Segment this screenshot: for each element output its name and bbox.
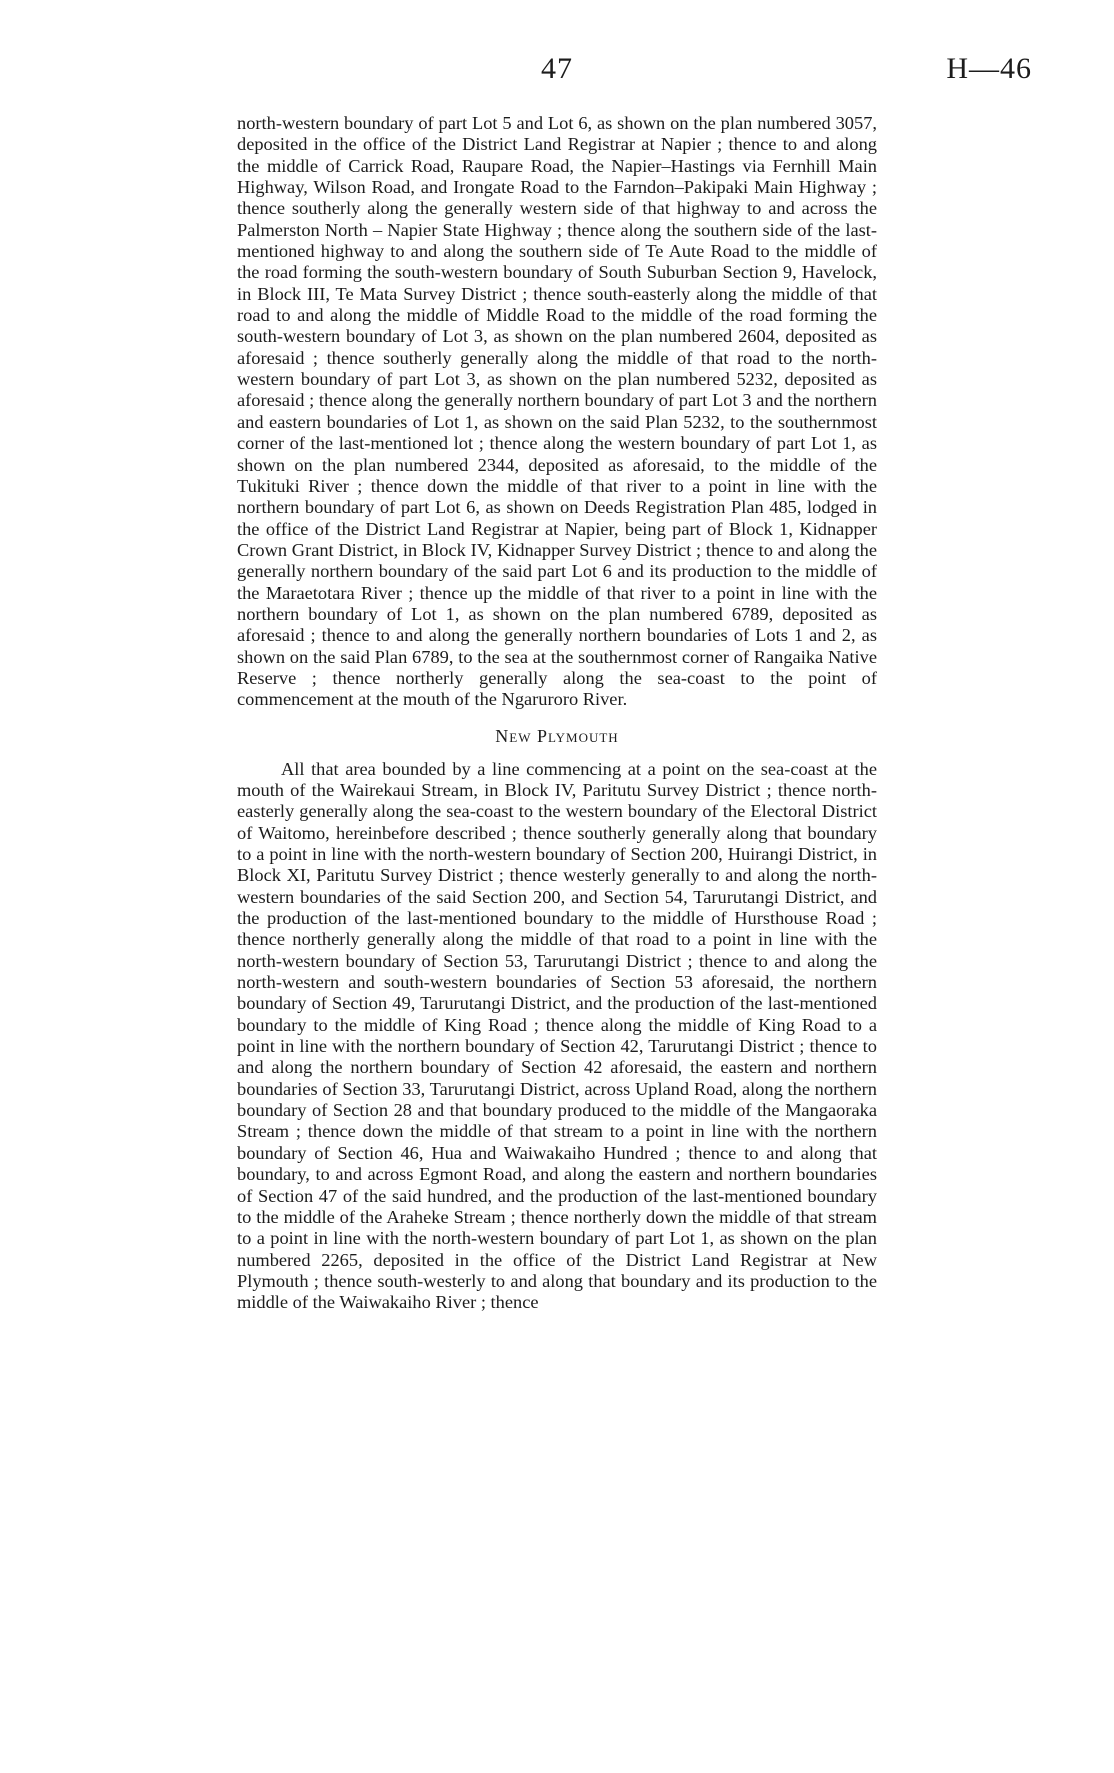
page-number: 47	[541, 52, 573, 85]
section-heading: New Plymouth	[495, 725, 619, 746]
section-paragraph: All that area bounded by a line commencing at a point on the sea-coast at the mouth of the Wairekaui Stream, in Block IV, Paritutu Survey District ; thence north-easterly generally along the sea-coast to the western boundary of the Electoral District of Waitomo, hereinbefore described ; thence southerly generally along that boundary to a point in line with the north-western boundary of Section 200, Huirangi District, in Block XI, Paritutu Survey District ; thence westerly generally to and along the north-western boundaries of the said Section 200, and Section 54, Tarurutangi District, and the production of the last-mentioned boundary to the middle of Hursthouse Road ; thence northerly generally along the middle of that road to a point in line with the north-western boundary of Section 53, Tarurutangi District ; thence to and along the north-western and south-western boundaries of Section 53 aforesaid, the northern boundary of Section 49, Tarurutangi District, and the production of the last-mentioned boundary to the middle of King Road ; thence along the middle of King Road to a point in line with the northern boundary of Section 42, Tarurutangi District ; thence to and along the northern boundary of Section 42 aforesaid, the eastern and northern boundaries of Section 33, Tarurutangi District, across Upland Road, along the northern boundary of Section 28 and that boundary produced to the middle of the Mangaoraka Stream ; thence down the middle of that stream to a point in line with the northern boundary of Section 46, Hua and Waiwakaiho Hundred ; thence to and along that boundary, to and across Egmont Road, and along the eastern and northern boundaries of Section 47 of the said hundred, and the production of the last-mentioned boundary to the middle of the Araheke Stream ; thence northerly down the middle of that stream to a point in line with the north-western boundary of part Lot 1, as shown on the plan numbered 2265, deposited in the office of the District Land Registrar at New Plymouth ; thence south-westerly to and along that boundary and its production to the middle of the Waiwakaiho River ; thence	[237, 758, 877, 1313]
document-body	[237, 113, 877, 1314]
document-code: H—46	[946, 52, 1032, 85]
continuation-paragraph: north-western boundary of part Lot 5 and Lot 6, as shown on the plan numbered 3057, deposited in the office of the District Land Registrar at Napier ; thence to and along the middle of Carrick Road, Raupare Road, the Napier–Hastings via Fernhill Main Highway, Wilson Road, and Irongate Road to the Farndon–Pakipaki Main Highway ; thence southerly along the generally western side of that highway to and across the Palmerston North – Napier State Highway ; thence along the southern side of the last-mentioned highway to and along the southern side of Te Aute Road to the middle of the road forming the south-western boundary of South Suburban Section 9, Havelock, in Block III, Te Mata Survey District ; thence south-easterly along the middle of that road to and along the middle of Middle Road to the middle of the road forming the south-western boundary of Lot 3, as shown on the plan numbered 2604, deposited as aforesaid ; thence southerly generally along the middle of that road to the north-western boundary of part Lot 3, as shown on the plan numbered 5232, deposited as aforesaid ; thence along the generally northern boundary of part Lot 3 and the northern and eastern boundaries of Lot 1, as shown on the said Plan 5232, to the southernmost corner of the last-mentioned lot ; thence along the western boundary of part Lot 1, as shown on the plan numbered 2344, deposited as aforesaid, to the middle of the Tukituki River ; thence down the middle of that river to a point in line with the northern boundary of part Lot 6, as shown on Deeds Registration Plan 485, lodged in the office of the District Land Registrar at Napier, being part of Block 1, Kidnapper Crown Grant District, in Block IV, Kidnapper Survey District ; thence to and along the generally northern boundary of the said part Lot 6 and its production to the middle of the Maraetotara River ; thence up the middle of that river to a point in line with the northern boundary of Lot 1, as shown on the plan numbered 6789, deposited as aforesaid ; thence to and along the generally northern boundaries of Lots 1 and 2, as shown on the said Plan 6789, to the sea at the southernmost corner of Rangaika Native Reserve ; thence northerly generally along the sea-coast to the point of commencement at the mouth of the Ngaruroro River.	[237, 113, 877, 710]
